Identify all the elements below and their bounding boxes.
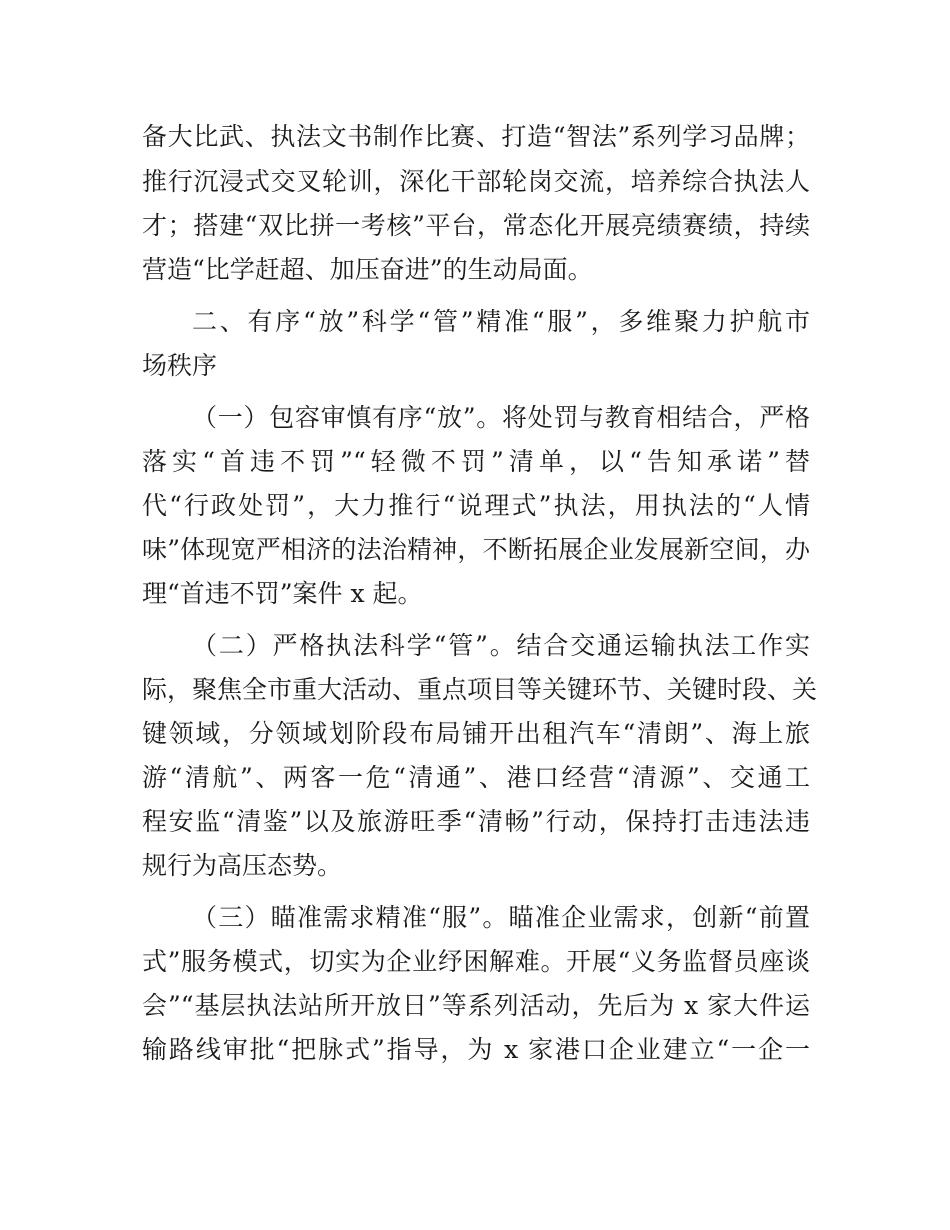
body-line: 营造“比学赶超、加压奋进”的生动局面。 — [142, 255, 593, 284]
body-line: 键领域，分领域划阶段布局铺开出租汽车“清朗”、海上旅 — [142, 719, 810, 748]
body-line: 推行沉浸式交叉轮训，深化干部轮岗交流，培养综合执法人 — [142, 167, 810, 196]
body-line: 代“行政处罚”，大力推行“说理式”执法，用执法的“人情 — [142, 491, 810, 520]
subsection-line: （二）严格执法科学“管”。结合交通运输执法工作实 — [192, 631, 810, 660]
body-line: 落实“首违不罚”“轻微不罚”清单，以“告知承诺”替 — [142, 447, 810, 476]
body-line: 际，聚焦全市重大活动、重点项目等关键环节、关键时段、关 — [142, 675, 818, 704]
body-line: 会”“基层执法站所开放日”等系列活动，先后为 x 家大件运 — [142, 991, 810, 1020]
body-line: 游“清航”、两客一危“清通”、港口经营“清源”、交通工 — [142, 763, 810, 792]
section-heading: 场秩序 — [142, 351, 218, 380]
subsection-line: （三）瞄准需求精准“服”。瞄准企业需求，创新“前置 — [192, 903, 810, 932]
body-line: 式”服务模式，切实为企业纾困解难。开展“义务监督员座谈 — [142, 947, 810, 976]
body-line: 才；搭建“双比拼一考核”平台，常态化开展亮绩赛绩，持续 — [142, 211, 810, 240]
subsection-line: （一）包容审慎有序“放”。将处罚与教育相结合，严格 — [192, 403, 810, 432]
body-line: 理“首违不罚”案件 x 起。 — [142, 579, 423, 608]
body-line: 输路线审批“把脉式”指导，为 x 家港口企业建立“一企一 — [142, 1035, 810, 1064]
body-line: 味”体现宽严相济的法治精神，不断拓展企业发展新空间，办 — [142, 535, 810, 564]
body-line: 程安监“清鉴”以及旅游旺季“清畅”行动，保持打击违法违 — [142, 807, 810, 836]
body-line: 规行为高压态势。 — [142, 851, 343, 880]
section-heading: 二、有序“放”科学“管”精准“服”，多维聚力护航市 — [192, 307, 810, 336]
body-line: 备大比武、执法文书制作比赛、打造“智法”系列学习品牌； — [142, 122, 810, 151]
